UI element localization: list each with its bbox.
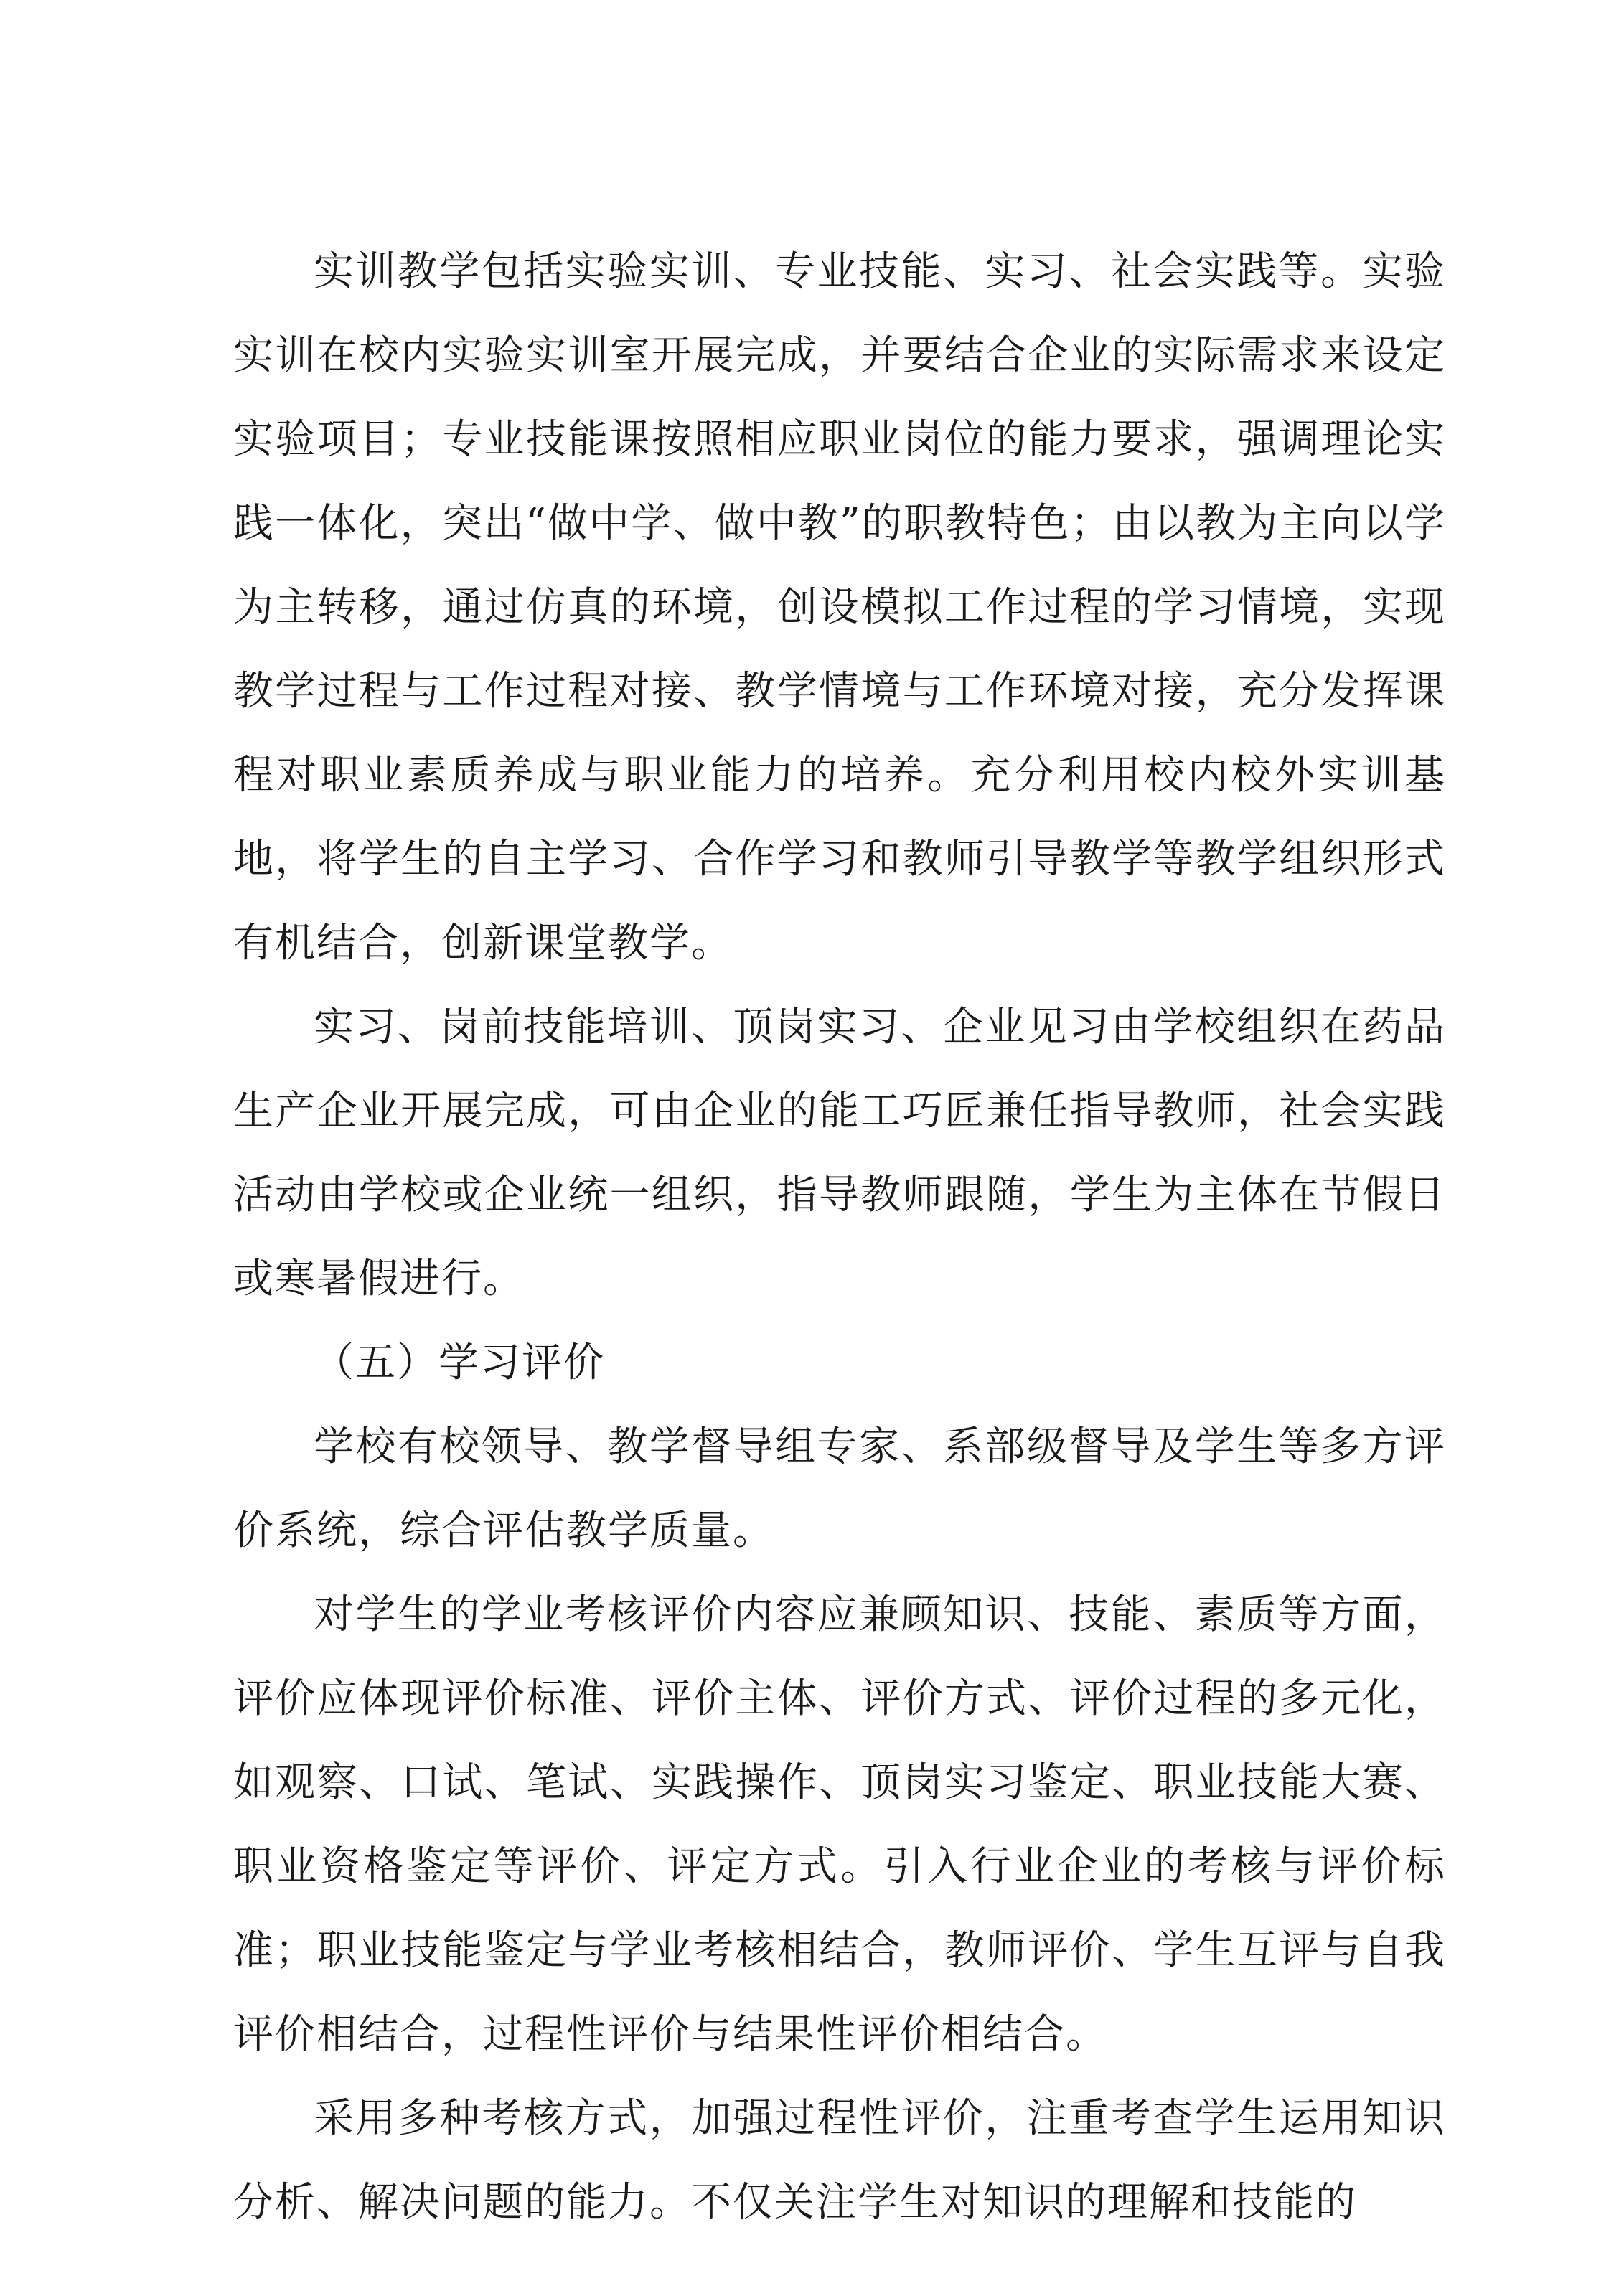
document-body: [233, 230, 1446, 2244]
paragraph-practical-teaching: 实训教学包括实验实训、专业技能、实习、社会实践等。实验实训在校内实验实训室开展完成，并要结合企业的实际需求来设定实验项目；专业技能课按照相应职业岗位的能力要求，强调理论实践一体化，突出“做中学、做中教”的职教特色；由以教为主向以学为主转移，通过仿真的环境，创设模拟工作过程的学习情境，实现教学过程与工作过程对接、教学情境与工作环境对接，充分发挥课程对职业素质养成与职业能力的培养。充分利用校内校外实训基地，将学生的自主学习、合作学习和教师引导教学等教学组织形式有机结合，创新课堂教学。: [233, 248, 1446, 966]
section-heading-learning-evaluation: （五）学习评价: [314, 1340, 605, 1386]
paragraph-evaluation-system: 学校有校领导、教学督导组专家、系部级督导及学生等多方评价系统，综合评估教学质量。: [233, 1424, 1446, 1554]
paragraph-student-assessment: 对学生的学业考核评价内容应兼顾知识、技能、素质等方面，评价应体现评价标准、评价主体、评价方式、评价过程的多元化，如观察、口试、笔试、实践操作、顶岗实习鉴定、职业技能大赛、职业资格鉴定等评价、评定方式。引入行业企业的考核与评价标准；职业技能鉴定与学业考核相结合，教师评价、学生互评与自我评价相结合，过程性评价与结果性评价相结合。: [233, 1591, 1446, 2058]
paragraph-internship: 实习、岗前技能培训、顶岗实习、企业见习由学校组织在药品生产企业开展完成，可由企业的能工巧匠兼任指导教师，社会实践活动由学校或企业统一组织，指导教师跟随，学生为主体在节假日或寒暑假进行。: [233, 1004, 1446, 1302]
paragraph-assessment-methods: 采用多种考核方式，加强过程性评价，注重考查学生运用知识分析、解决问题的能力。不仅关注学生对知识的理解和技能的: [233, 2095, 1446, 2226]
